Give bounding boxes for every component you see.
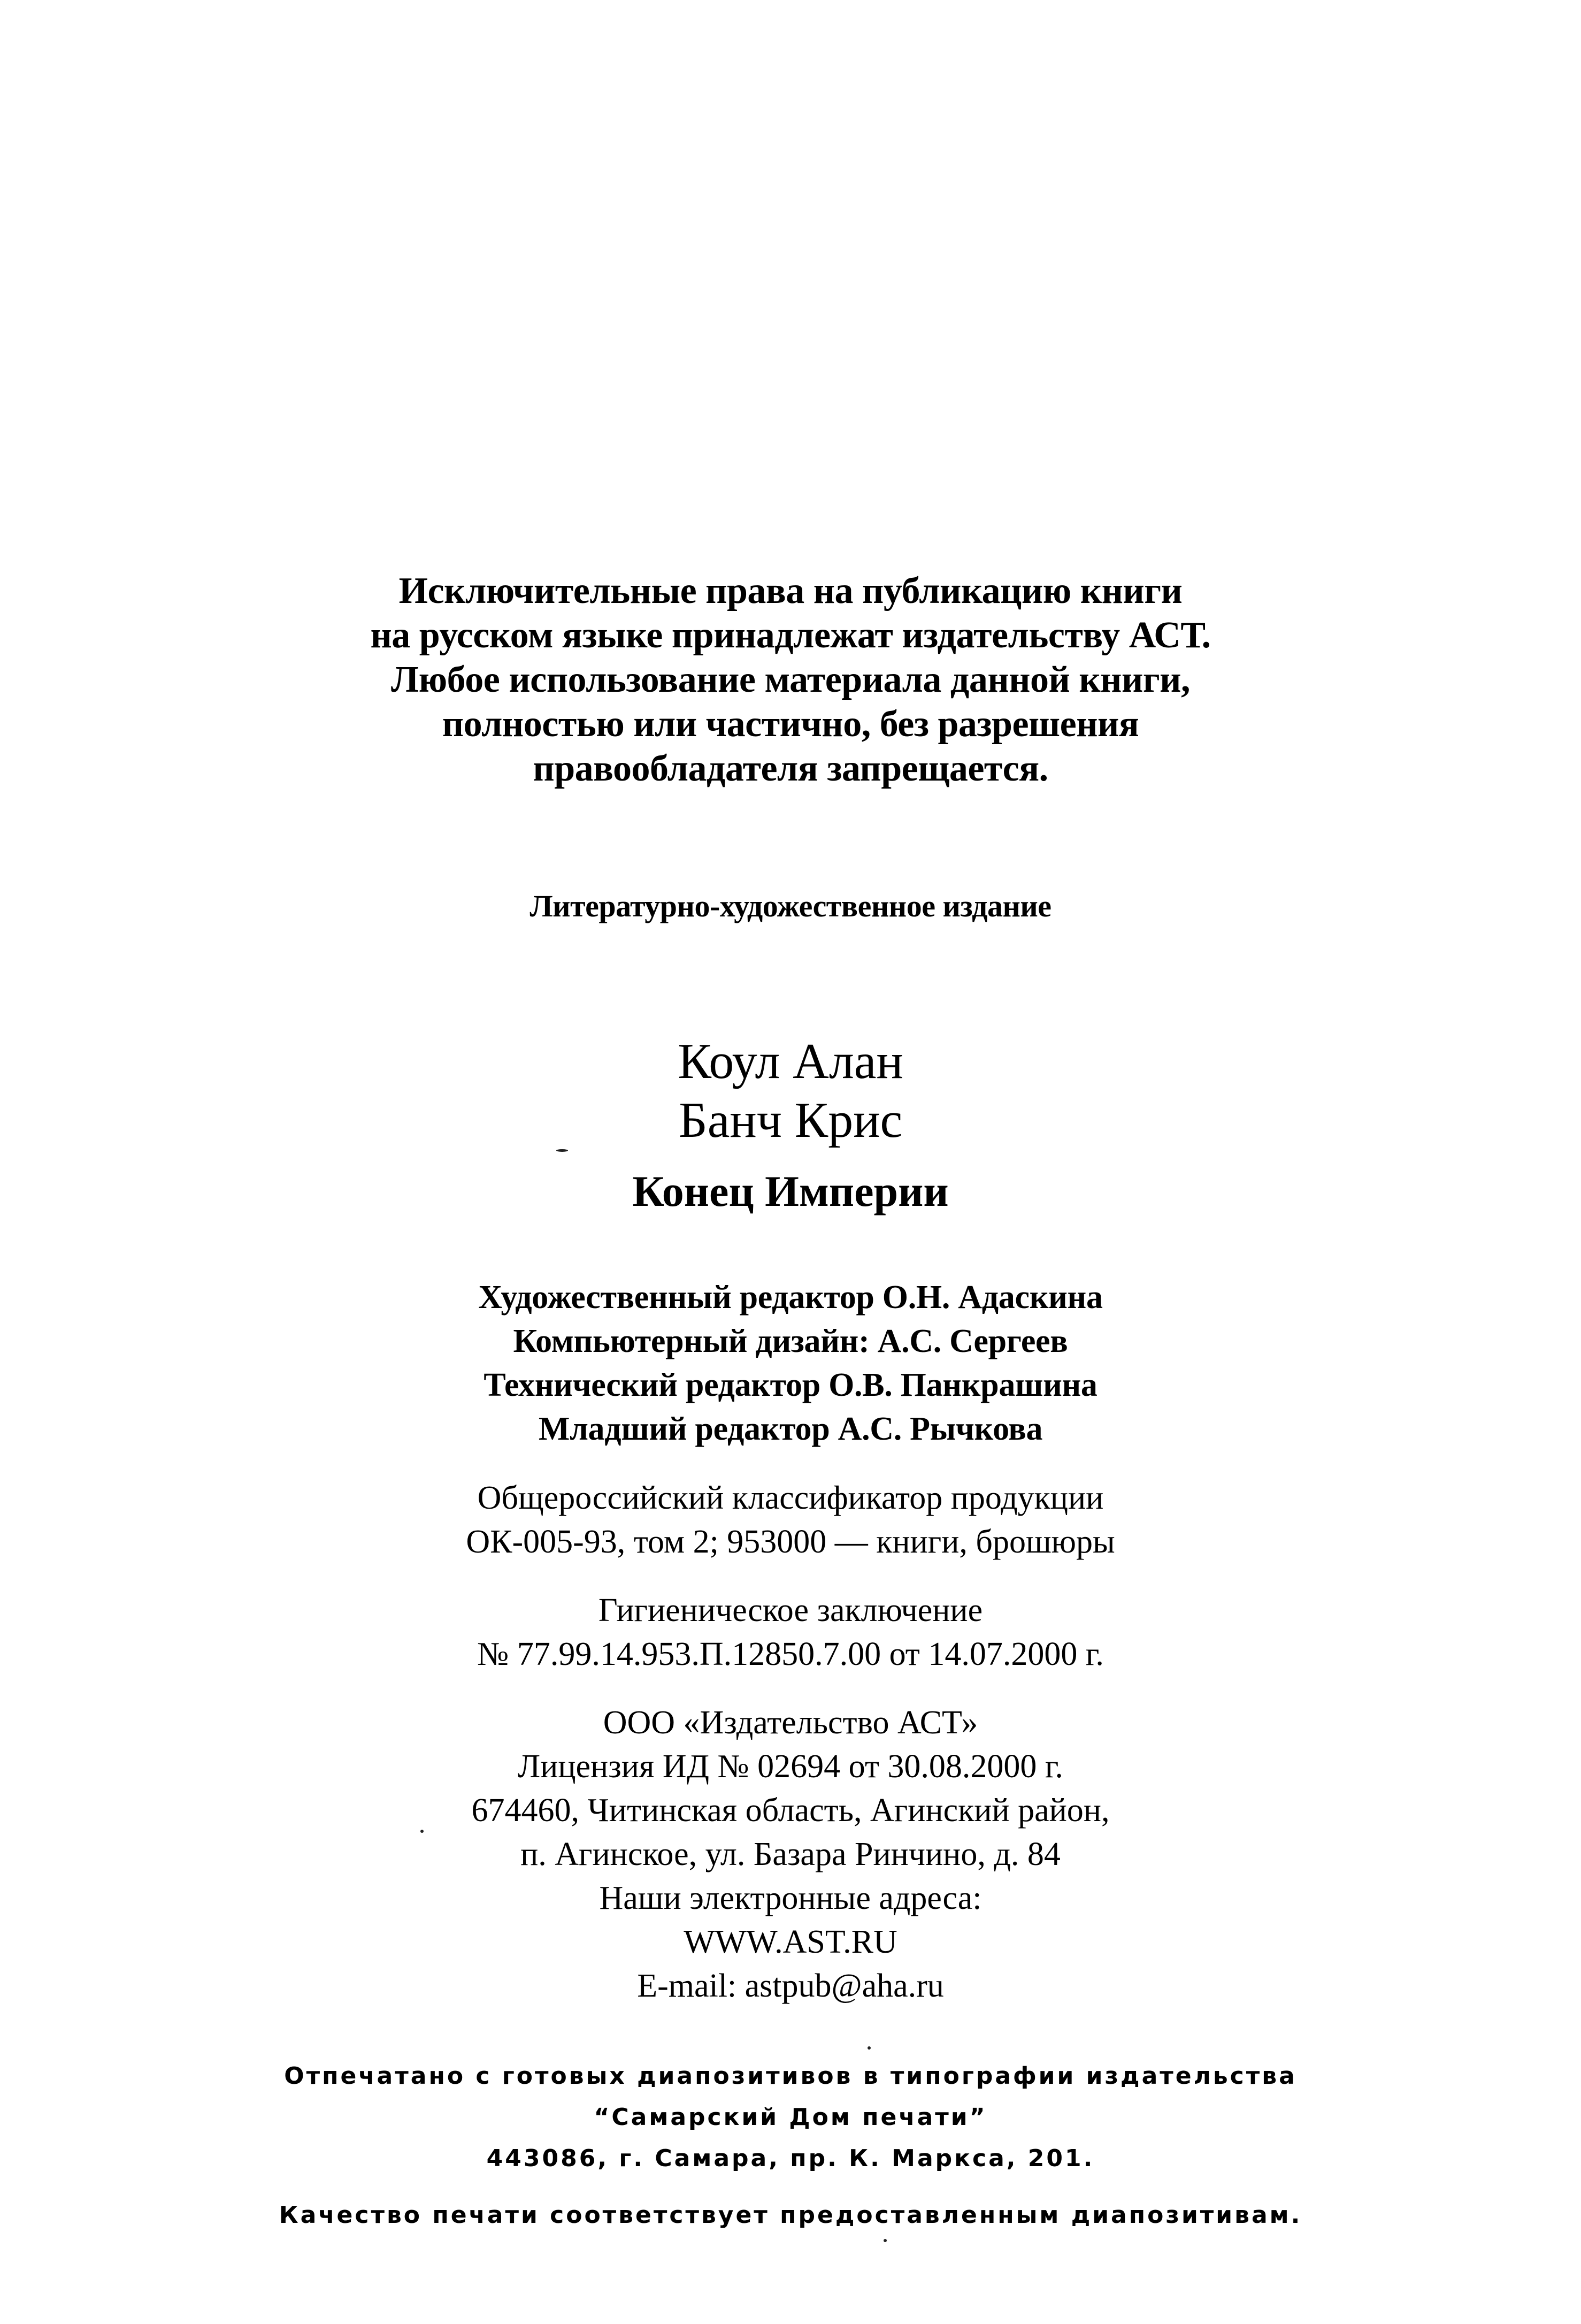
classifier-line: Общероссийский классификатор продукции xyxy=(477,1480,1104,1516)
credit-line: Компьютерный дизайн: А.С. Сергеев xyxy=(513,1323,1068,1359)
print-speck xyxy=(420,1830,424,1833)
credit-line: Художественный редактор О.Н. Адаскина xyxy=(478,1279,1103,1316)
printer-line: “Самарский Дом печати” xyxy=(594,2104,987,2131)
print-speck xyxy=(884,2239,887,2242)
hygiene-line: № 77.99.14.953.П.12850.7.00 от 14.07.2000 г. xyxy=(477,1636,1104,1672)
hygiene-line: Гигиеническое заключение xyxy=(598,1592,983,1629)
rights-line: Исключительные права на публикацию книги xyxy=(398,570,1183,611)
printer-line: 443086, г. Самара, пр. К. Маркса, 201. xyxy=(486,2145,1095,2172)
rights-line: правообладателя запрещается. xyxy=(533,748,1048,789)
publisher-website: WWW.AST.RU xyxy=(684,1924,897,1960)
publisher-line: ООО «Издательство АСТ» xyxy=(603,1704,978,1741)
print-quality: Качество печати соответствует предоставленным диапозитивам. xyxy=(279,2201,1302,2229)
rights-line: полностью или частично, без разрешения xyxy=(442,704,1139,745)
publisher-email: E-mail: astpub@aha.ru xyxy=(637,1968,944,2004)
rights-line: Любое использование материала данной книги, xyxy=(391,659,1190,700)
rights-line: на русском языке принадлежат издательству АСТ. xyxy=(370,615,1211,656)
edition-type: Литературно-художественное издание xyxy=(529,889,1052,923)
author-name: Коул Алан xyxy=(678,1034,903,1089)
publisher-line: Наши электронные адреса: xyxy=(599,1880,982,1916)
credit-line: Технический редактор О.В. Панкрашина xyxy=(483,1367,1098,1403)
print-speck xyxy=(556,1149,568,1152)
credit-line: Младший редактор А.С. Рычкова xyxy=(538,1411,1043,1447)
author-name: Банч Крис xyxy=(678,1092,903,1148)
print-speck xyxy=(868,2046,871,2050)
book-title: Конец Империи xyxy=(632,1167,949,1215)
publisher-line: Лицензия ИД № 02694 от 30.08.2000 г. xyxy=(518,1748,1063,1785)
publisher-line: 674460, Читинская область, Агинский район, xyxy=(471,1792,1110,1829)
classifier-line: ОК-005-93, том 2; 953000 — книги, брошюры xyxy=(466,1524,1115,1560)
publisher-line: п. Агинское, ул. Базара Ринчино, д. 84 xyxy=(520,1836,1061,1872)
printer-line: Отпечатано с готовых диапозитивов в типографии издательства xyxy=(284,2062,1297,2090)
